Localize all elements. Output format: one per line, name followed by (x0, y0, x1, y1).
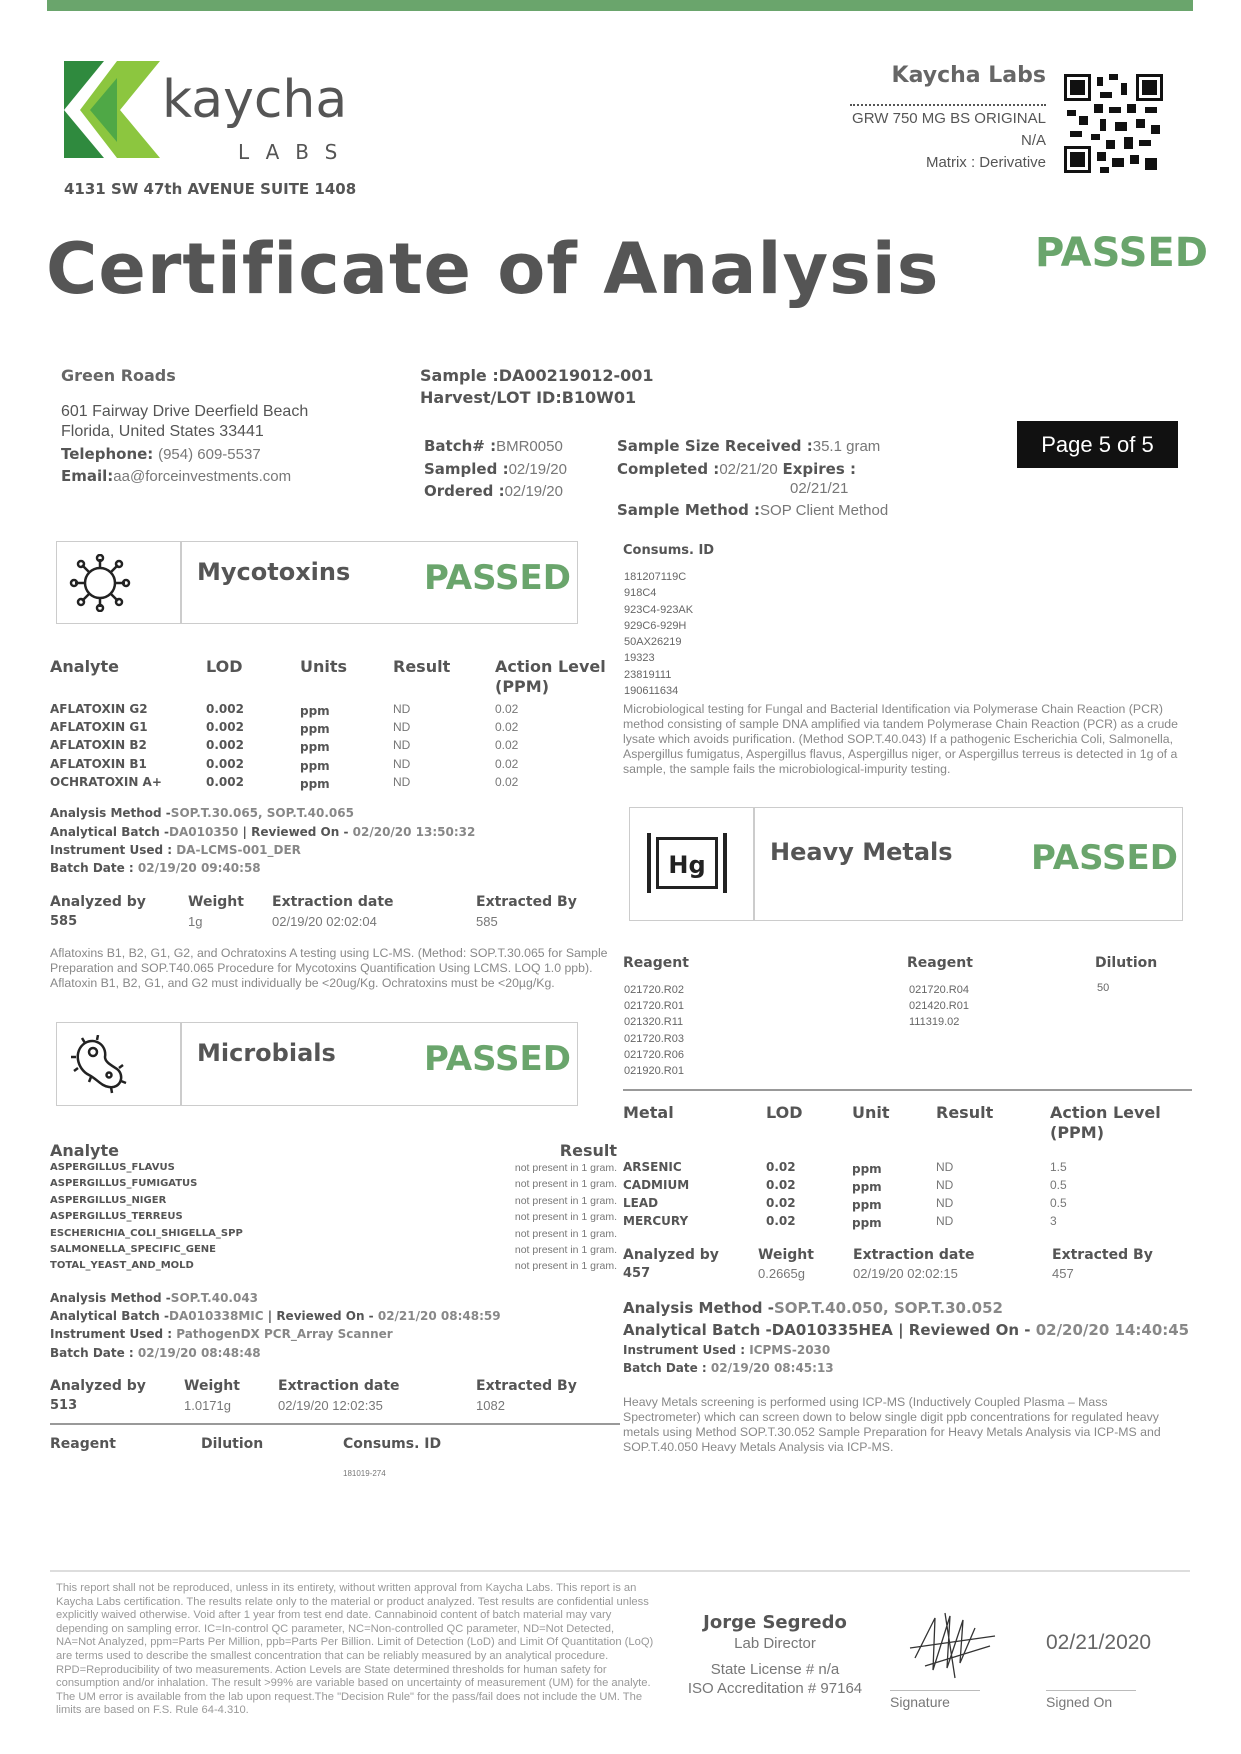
myco-cell: ND (393, 774, 411, 789)
micro-batch-date: Batch Date : 02/19/20 08:48:48 (50, 1346, 261, 1360)
reagent-item: 021720.R04 (909, 984, 969, 996)
myco-cell: ppm (300, 758, 330, 773)
sample-size: Sample Size Received :35.1 gram (617, 437, 881, 455)
signed-on-label: Signed On (1046, 1694, 1113, 1710)
myco-note: Aflatoxins B1, B2, G1, G2, and Ochratoxins A testing using LC-MS. (Method: SOP.T.30.065 for Sample Preparation and SOP.T40.065 Procedure for Mycotoxins Quantification Using LCMS. LOQ 1.0 ppb). Aflatoxin B1, B2, G1, and G2 must individually be <20ug/Kg. Ochratoxins must be <20µg/Kg. (50, 946, 608, 990)
hm-analyzed-by-label: Analyzed by (623, 1247, 719, 1263)
metal-cell: ppm (852, 1198, 882, 1213)
myco-cell: ND (393, 702, 411, 716)
myco-cell: ND (393, 756, 411, 771)
myco-cell: ppm (300, 704, 330, 718)
myco-extraction-date: 02/19/20 02:02:04 (272, 914, 377, 929)
consums-id-list (624, 569, 693, 699)
hm-header-unit: Unit (852, 1103, 890, 1122)
micro-analysis-method: Analysis Method -SOP.T.40.043 (50, 1291, 259, 1305)
micro-header-result: Result (559, 1141, 617, 1160)
hm-header-metal: Metal (623, 1103, 674, 1122)
reagent-item: 021720.R03 (624, 1032, 684, 1045)
consums-id-item: 923C4-923AK (624, 603, 694, 616)
myco-cell: AFLATOXIN G1 (50, 720, 148, 735)
sampled-date: Sampled :02/19/20 (424, 460, 567, 478)
client-address-2: Florida, United States 33441 (61, 423, 264, 440)
myco-cell: 0.02 (495, 738, 519, 753)
myco-cell: OCHRATOXIN A+ (50, 774, 162, 789)
myco-instrument: Instrument Used : DA-LCMS-001_DER (50, 843, 301, 857)
signature-label: Signature (890, 1694, 950, 1710)
myco-header-result: Result (393, 657, 451, 676)
overall-status: PASSED (1035, 230, 1208, 276)
micro-divider (50, 1423, 620, 1425)
myco-cell: 0.002 (206, 702, 244, 716)
dotted-divider (850, 104, 1046, 106)
micro-reagent-label: Reagent (50, 1436, 116, 1452)
microbials-section-header (56, 1022, 578, 1106)
bacteria-icon (71, 1035, 127, 1095)
heavy-metals-title: Heavy Metals (770, 838, 953, 866)
hm-weight: 0.2665g (758, 1266, 805, 1281)
myco-batch-date: Batch Date : 02/19/20 09:40:58 (50, 861, 261, 875)
myco-analyzed-by: 585 (50, 914, 78, 929)
top-accent-bar (47, 0, 1193, 11)
reagent-item: 021320.R11 (624, 1016, 684, 1029)
micro-analyzed-by: 513 (50, 1398, 78, 1413)
signed-on-line (1046, 1690, 1136, 1691)
metal-cell: MERCURY (623, 1214, 689, 1229)
metal-cell: ppm (852, 1216, 882, 1231)
client-address-1: 601 Fairway Drive Deerfield Beach (61, 403, 309, 420)
sample-method: Sample Method :SOP Client Method (617, 501, 889, 519)
micro-header-analyte: Analyte (50, 1141, 119, 1160)
state-license: State License # n/a (710, 1661, 840, 1678)
myco-header-analyte: Analyte (50, 657, 119, 676)
microbial-analyte: ESCHERICHIA_COLI_SHIGELLA_SPP (50, 1227, 243, 1239)
mycotoxins-section-header (56, 541, 578, 624)
reagent-item: 021720.R01 (624, 1000, 684, 1013)
microbials-title: Microbials (197, 1039, 336, 1067)
myco-cell: 0.002 (206, 720, 244, 735)
metal-cell: 0.02 (766, 1178, 796, 1193)
micro-extracted-by: 1082 (476, 1398, 505, 1413)
metal-cell: LEAD (623, 1196, 659, 1211)
metal-cell: ND (936, 1196, 954, 1211)
qr-code[interactable] (1064, 74, 1163, 173)
heavy-metals-status: PASSED (1030, 838, 1178, 878)
metal-cell: 3 (1050, 1214, 1057, 1229)
micro-analyzed-by-label: Analyzed by (50, 1378, 146, 1394)
hm-extracted-by: 457 (1052, 1266, 1074, 1281)
footer-divider (50, 1570, 1190, 1572)
metal-cell: 0.5 (1050, 1196, 1067, 1211)
myco-analysis-method: Analysis Method -SOP.T.30.065, SOP.T.40.065 (50, 806, 354, 820)
myco-header-lod: LOD (206, 657, 243, 676)
micro-weight-label: Weight (184, 1378, 240, 1394)
hm-divider (623, 1089, 1192, 1091)
metal-cell: CADMIUM (623, 1178, 690, 1193)
myco-cell: ppm (300, 740, 330, 755)
myco-analyzed-by-label: Analyzed by (50, 894, 146, 910)
micro-instrument: Instrument Used : PathogenDX PCR_Array Scanner (50, 1327, 393, 1341)
signer-role: Lab Director (734, 1635, 816, 1652)
hm-note: Heavy Metals screening is performed using ICP-MS (Inductively Coupled Plasma – Mass Spectrometer) which can screen down to below single digit ppb concentrations for regulated heavy metals using Method SOP.T.30.052 Sample Preparation for Heavy Metals Analysis via ICP-MS and SOP.T.40.050 Heavy Metals Analysis via ICP-MS. (623, 1395, 1161, 1454)
myco-cell: AFLATOXIN B2 (50, 738, 147, 753)
microbial-result: not present in 1 gram. (514, 1178, 617, 1191)
microbial-analyte: ASPERGILLUS_FLAVUS (50, 1162, 175, 1173)
metal-cell: ND (936, 1214, 954, 1229)
myco-cell: AFLATOXIN G2 (50, 702, 148, 716)
hm-header-lod: LOD (766, 1103, 803, 1122)
micro-consums-id: 181019-274 (343, 1469, 386, 1478)
hm-analytical-batch: Analytical Batch -DA010335HEA | Reviewed On - 02/20/20 14:40:45 (623, 1321, 1190, 1339)
micro-extracted-by-label: Extracted By (476, 1378, 577, 1394)
myco-extracted-by: 585 (476, 914, 498, 929)
expires-date: 02/21/21 (790, 480, 849, 497)
myco-analytical-batch: Analytical Batch -DA010350 | Reviewed On - 02/20/20 13:50:32 (50, 825, 476, 839)
consums-id-item: 918C4 (624, 587, 657, 600)
myco-extraction-date-label: Extraction date (272, 894, 394, 910)
microbial-result: not present in 1 gram. (514, 1194, 617, 1207)
micro-weight: 1.0171g (184, 1398, 231, 1413)
micro-extraction-date: 02/19/20 12:02:35 (278, 1398, 383, 1413)
batch-number: Batch# :BMR0050 (424, 437, 563, 455)
mycotoxins-title: Mycotoxins (197, 558, 351, 586)
metal-cell: 1.5 (1050, 1160, 1067, 1174)
myco-cell: 0.002 (206, 774, 244, 789)
consums-id-item: 23819111 (624, 668, 672, 681)
hm-instrument: Instrument Used : ICPMS-2030 (623, 1343, 831, 1357)
myco-header-action: Action Level (PPM) (495, 657, 606, 696)
metal-cell: 0.02 (766, 1214, 796, 1229)
reagent-item: 021920.R01 (624, 1065, 684, 1078)
microbial-analyte: ASPERGILLUS_FUMIGATUS (50, 1178, 198, 1190)
myco-cell: AFLATOXIN B1 (50, 756, 147, 771)
micro-dilution-label: Dilution (201, 1436, 264, 1452)
product-na: N/A (1020, 132, 1046, 149)
hm-analysis-method: Analysis Method -SOP.T.40.050, SOP.T.30.052 (623, 1299, 1003, 1317)
myco-weight-label: Weight (188, 894, 244, 910)
completed-date: Completed :02/21/20 Expires : (617, 460, 857, 478)
consums-id-item: 19323 (624, 652, 655, 665)
metal-cell: ND (936, 1178, 954, 1193)
consums-id-item: 50AX26219 (624, 636, 682, 649)
metal-cell: 0.5 (1050, 1178, 1067, 1193)
client-email: Email:aa@forceinvestments.com (61, 467, 292, 485)
myco-cell: ND (393, 738, 411, 753)
hm-analyzed-by: 457 (623, 1266, 651, 1281)
hm-dilution-header: Dilution (1095, 955, 1158, 971)
lab-name: Kaycha Labs (891, 63, 1046, 88)
myco-cell: 0.002 (206, 738, 244, 753)
client-telephone: Telephone: (954) 609-5537 (61, 445, 261, 463)
virus-icon (69, 554, 131, 612)
microbial-result: not present in 1 gram. (514, 1227, 617, 1240)
myco-cell: 0.002 (206, 756, 244, 771)
logo-wordmark: kaycha (162, 70, 348, 130)
signed-date: 02/21/2020 (1046, 1631, 1152, 1654)
hm-reagent-list-1 (624, 982, 684, 1079)
consums-id-item: 190611634 (624, 685, 679, 698)
hm-reagent-header-2: Reagent (907, 955, 973, 971)
metal-cell: ppm (852, 1180, 882, 1195)
ordered-date: Ordered :02/19/20 (424, 482, 563, 500)
mycotoxins-status: PASSED (423, 558, 571, 598)
microbial-note: Microbiological testing for Fungal and Bacterial Identification via Polymerase Chain Reaction (PCR) method consisting of sample DNA amplified via tandem Polymerase Chain Reaction (PCR) as a crude lysate which avoids purification. (Method SOP.T.40.043) If a pathogenic Escherichia Coli, Salmonella, Aspergillus fumigatus, Aspergillus flavus, Aspergillus niger, or Aspergillus terreus is detected in 1g of a sample, the sample fails the microbiological-impurity testing. (623, 702, 1178, 776)
micro-analytical-batch: Analytical Batch -DA010338MIC | Reviewed On - 02/21/20 08:48:59 (50, 1309, 501, 1323)
hm-extracted-by-label: Extracted By (1052, 1247, 1153, 1263)
myco-cell: ND (393, 720, 411, 735)
metal-cell: ppm (852, 1162, 882, 1176)
metal-cell: 0.02 (766, 1160, 796, 1174)
metal-cell: 0.02 (766, 1196, 796, 1211)
microbial-analyte: TOTAL_YEAST_AND_MOLD (50, 1260, 194, 1272)
micro-consums-label: Consums. ID (343, 1436, 442, 1452)
client-name: Green Roads (61, 366, 176, 385)
iso-accreditation: ISO Accreditation # 97164 (687, 1680, 863, 1697)
myco-weight: 1g (188, 914, 203, 929)
signature-line (890, 1690, 980, 1691)
micro-extraction-date-label: Extraction date (278, 1378, 400, 1394)
page-indicator: Page 5 of 5 (1017, 421, 1178, 468)
myco-cell: 0.02 (495, 720, 519, 735)
myco-cell: ppm (300, 722, 330, 737)
hm-reagent-list-2 (909, 982, 969, 1031)
consums-id-header: Consums. ID (623, 543, 715, 558)
myco-cell: 0.02 (495, 702, 519, 716)
logo-sub: LABS (238, 140, 354, 164)
hm-header-action: Action Level (PPM) (1050, 1103, 1161, 1142)
consums-id-item: 181207119C (624, 571, 687, 583)
hm-weight-label: Weight (758, 1247, 814, 1263)
myco-cell: 0.02 (495, 756, 519, 771)
hm-extraction-date: 02/19/20 02:02:15 (853, 1266, 958, 1281)
reagent-item: 021720.R06 (624, 1048, 684, 1061)
hm-dilution: 50 (1097, 982, 1110, 994)
microbial-result: not present in 1 gram. (514, 1211, 617, 1224)
microbial-result: not present in 1 gram. (514, 1162, 617, 1174)
microbials-status: PASSED (423, 1039, 571, 1079)
hm-reagent-header-1: Reagent (623, 955, 689, 971)
hm-extraction-date-label: Extraction date (853, 1247, 975, 1263)
myco-header-units: Units (300, 657, 348, 676)
kaycha-logo (62, 58, 352, 168)
mercury-icon: Hg (647, 833, 727, 893)
matrix: Matrix : Derivative (925, 154, 1046, 171)
signature-image (905, 1608, 1000, 1680)
disclaimer: This report shall not be reproduced, unless in its entirety, without written approval from Kaycha Labs. This report is an Kaycha Labs certification. The results relate only to the material or product analyzed. Test results are confidential unless explicitly waived otherwise. Void after 1 year from test end date. Cannabinoid content of batch material may vary depending on sampling error. IC=In-control QC parameter, NC=Non-controlled QC parameter, ND=Not Detected, NA=Not Analyzed, ppm=Parts Per Million, ppb=Parts Per Billion. Limit of Detection (LoD) and Limit Of Quantitation (LoQ) are terms used to describe the smallest concentration that can be reliably measured by an analytical procedure. RPD=Reproducibility of two measurements. Action Levels are State determined thresholds for human safety for consumption and/or inhalation. The result >99% are variable based on uncertainty of measurement (UM) for the analyte. The UM error is available from the lab upon request.The "Decision Rule" for the pass/fail does not include the UM. The limits are based on F.S. Rule 64-4.310. (56, 1582, 654, 1717)
heavy-metals-section-header (629, 807, 1183, 921)
hm-header-result: Result (936, 1103, 994, 1122)
microbial-analyte: SALMONELLA_SPECIFIC_GENE (50, 1244, 217, 1255)
harvest-lot: Harvest/LOT ID:B10W01 (420, 388, 637, 407)
sample-id: Sample :DA00219012-001 (420, 366, 654, 385)
signer-name: Jorge Segredo (703, 1612, 847, 1633)
reagent-item: 111319.02 (909, 1016, 960, 1029)
page-title: Certificate of Analysis (46, 228, 940, 310)
microbial-analyte: ASPERGILLUS_TERREUS (50, 1211, 183, 1223)
hm-batch-date: Batch Date : 02/19/20 08:45:13 (623, 1361, 834, 1375)
lab-address: 4131 SW 47th AVENUE SUITE 1408 (64, 180, 357, 198)
product-name: GRW 750 MG BS ORIGINAL (852, 110, 1046, 127)
metal-cell: ND (936, 1160, 954, 1174)
microbial-analyte: ASPERGILLUS_NIGER (50, 1194, 167, 1206)
microbial-result: not present in 1 gram. (514, 1260, 617, 1273)
myco-cell: 0.02 (495, 774, 519, 789)
metal-cell: ARSENIC (623, 1160, 682, 1174)
consums-id-item: 929C6-929H (624, 619, 687, 632)
myco-extracted-by-label: Extracted By (476, 894, 577, 910)
reagent-item: 021420.R01 (909, 1000, 969, 1013)
reagent-item: 021720.R02 (624, 984, 684, 996)
myco-cell: ppm (300, 776, 330, 791)
microbial-result: not present in 1 gram. (514, 1244, 617, 1256)
